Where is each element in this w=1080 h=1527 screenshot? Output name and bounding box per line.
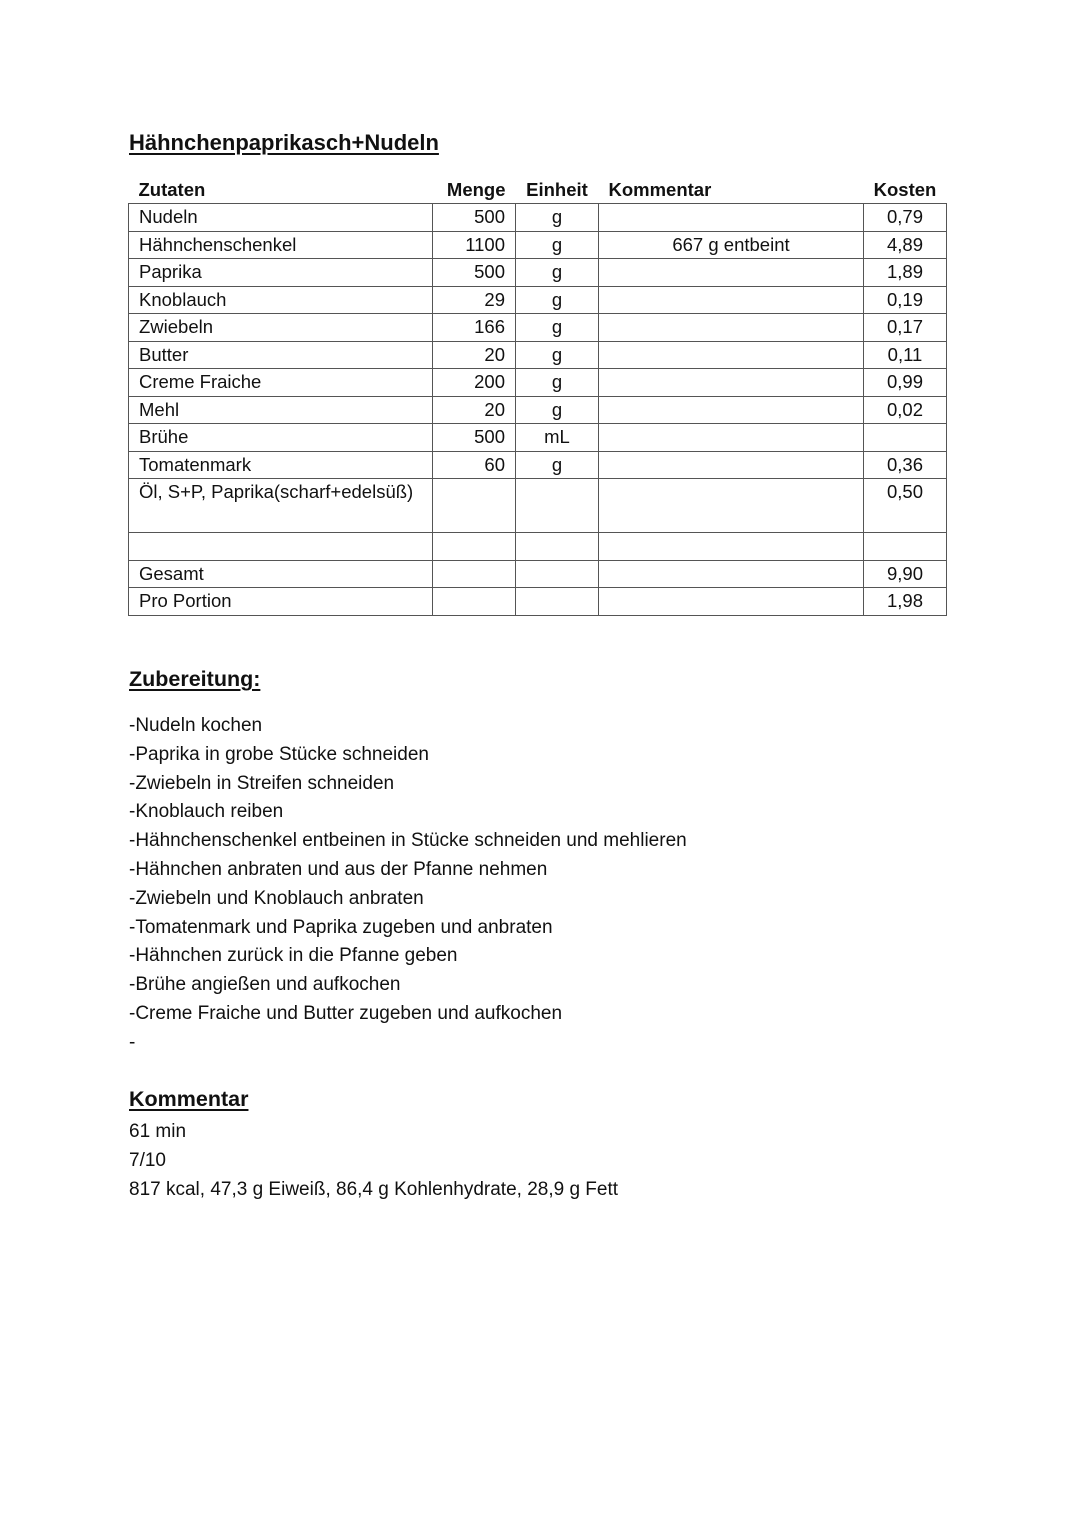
header-unit: Einheit [526,179,588,200]
ingredients-table [128,177,947,616]
ingredient-name: Zwiebeln [129,314,433,342]
total-row-cost: 9,90 [864,560,947,588]
recipe-title: Hähnchenpaprikasch+Nudeln [129,130,439,155]
total-row [129,560,947,588]
header-quantity: Menge [446,179,506,200]
ingredient-unit: mL [516,424,599,452]
ingredient-name: Nudeln [129,204,433,232]
ingredient-quantity: 200 [433,369,516,397]
table-row [129,451,947,479]
ingredient-unit: g [516,341,599,369]
preparation-steps [129,712,687,1058]
ingredient-unit: g [516,369,599,397]
ingredient-comment [599,479,864,533]
ingredient-quantity: 166 [433,314,516,342]
ingredient-unit: g [516,314,599,342]
table-row [129,231,947,259]
preparation-step: -Knoblauch reiben [129,801,284,823]
ingredient-quantity: 500 [433,424,516,452]
preparation-step: -Tomatenmark und Paprika zugeben und anbraten [129,916,553,938]
ingredient-unit [516,533,599,561]
ingredient-cost [864,533,947,561]
empty-cell [433,560,516,588]
table-row [129,314,947,342]
ingredient-comment [599,451,864,479]
ingredient-cost: 0,02 [864,396,947,424]
ingredient-unit [516,479,599,533]
preparation-title: Zubereitung: [129,667,261,691]
preparation-step: -Hähnchenschenkel entbeinen in Stücke schneiden und mehlieren [129,830,687,852]
preparation-step: -Hähnchen anbraten und aus der Pfanne nehmen [129,858,548,880]
ingredient-comment: 667 g entbeint [599,231,864,259]
ingredient-cost: 1,89 [864,259,947,287]
empty-cell [516,560,599,588]
ingredient-unit: g [516,259,599,287]
table-row [129,259,947,287]
ingredient-unit: g [516,286,599,314]
empty-cell [516,588,599,616]
preparation-step: -Creme Fraiche und Butter zugeben und aufkochen [129,1002,563,1024]
table-row [129,533,947,561]
ingredient-quantity: 1100 [433,231,516,259]
preparation-step: -Nudeln kochen [129,715,263,736]
empty-cell [599,560,864,588]
ingredient-cost: 0,99 [864,369,947,397]
table-row [129,204,947,232]
table-row [129,424,947,452]
preparation-step: -Zwiebeln und Knoblauch anbraten [129,887,424,909]
cooking-time: 61 min [129,1121,187,1142]
comment-title: Kommentar [129,1087,249,1111]
ingredient-comment [599,341,864,369]
ingredient-name: Hähnchenschenkel [129,231,433,259]
ingredient-name: Brühe [129,424,433,452]
ingredient-cost: 0,19 [864,286,947,314]
ingredient-quantity: 20 [433,396,516,424]
ingredient-quantity [433,479,516,533]
ingredient-comment [599,314,864,342]
empty-cell [433,588,516,616]
per-portion-row-label: Pro Portion [129,588,433,616]
preparation-step: -Paprika in grobe Stücke schneiden [129,743,429,765]
ingredient-unit: g [516,231,599,259]
ingredient-comment [599,369,864,397]
nutrition-info: 817 kcal, 47,3 g Eiweiß, 86,4 g Kohlenhydrate, 28,9 g Fett [129,1178,619,1200]
ingredient-name: Tomatenmark [129,451,433,479]
header-cost: Kosten [873,179,937,200]
ingredient-quantity: 20 [433,341,516,369]
per-portion-row [129,588,947,616]
ingredient-quantity: 60 [433,451,516,479]
ingredient-comment [599,396,864,424]
ingredient-quantity: 500 [433,259,516,287]
table-row [129,369,947,397]
ingredient-comment [599,424,864,452]
preparation-step: - [129,1031,136,1053]
ingredient-name: Mehl [129,396,433,424]
per-portion-row-cost: 1,98 [864,588,947,616]
ingredient-comment [599,286,864,314]
header-comment: Kommentar [608,179,712,200]
table-header-row [129,177,947,204]
ingredient-unit: g [516,451,599,479]
empty-cell [599,588,864,616]
table-row [129,286,947,314]
preparation-step: -Zwiebeln in Streifen schneiden [129,772,395,794]
table-row [129,341,947,369]
total-row-label: Gesamt [129,560,433,588]
ingredient-comment [599,259,864,287]
ingredient-quantity [433,533,516,561]
ingredient-comment [599,204,864,232]
ingredient-cost [864,424,947,452]
ingredient-name: Öl, S+P, Paprika(scharf+edelsüß) [129,479,433,533]
ingredient-name: Creme Fraiche [129,369,433,397]
ingredient-name: Paprika [129,259,433,287]
ingredient-unit: g [516,204,599,232]
preparation-step: -Brühe angießen und aufkochen [129,974,401,996]
ingredient-cost: 0,11 [864,341,947,369]
table-row [129,396,947,424]
table-row [129,479,947,533]
ingredient-quantity: 500 [433,204,516,232]
comment-lines [129,1118,618,1204]
ingredient-quantity: 29 [433,286,516,314]
preparation-step: -Hähnchen zurück in die Pfanne geben [129,945,458,967]
ingredient-cost: 0,50 [864,479,947,533]
ingredient-cost: 0,17 [864,314,947,342]
ingredient-name: Knoblauch [129,286,433,314]
ingredient-unit: g [516,396,599,424]
ingredient-name: Butter [129,341,433,369]
header-ingredients: Zutaten [138,179,206,200]
ingredient-cost: 4,89 [864,231,947,259]
ingredient-name [129,533,433,561]
ingredient-cost: 0,36 [864,451,947,479]
ingredient-comment [599,533,864,561]
rating: 7/10 [129,1149,166,1171]
ingredient-cost: 0,79 [864,204,947,232]
